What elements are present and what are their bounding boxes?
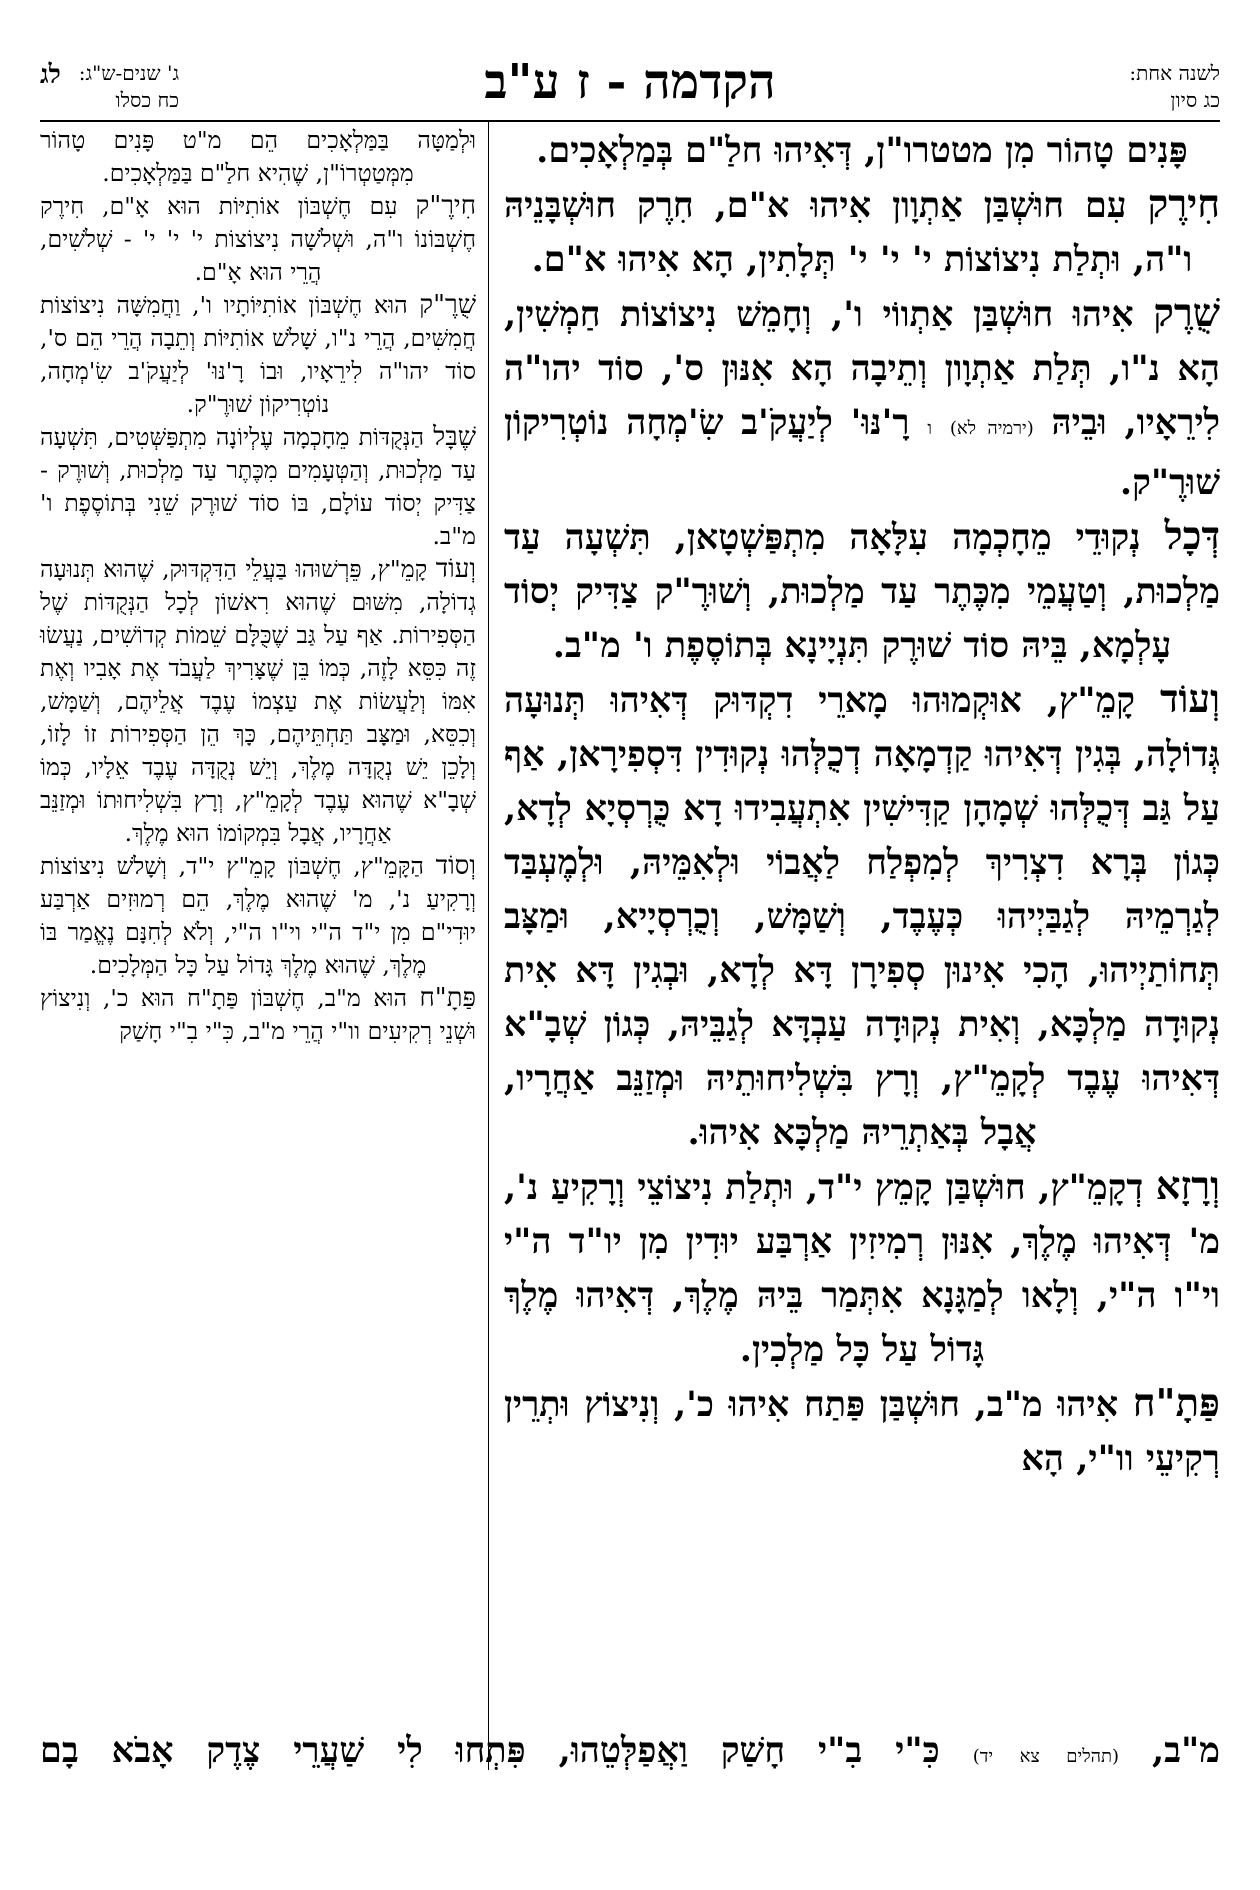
main-paragraph-1: פָּנִים טָהוֹר מִן מטטרו"ן, דְּאִיהוּ חלַ"ם בְּמַלְאָכִים.	[536, 130, 1188, 171]
main-column	[504, 124, 1220, 1486]
main-paragraph-5-lead: וְעוֹד	[1159, 677, 1220, 722]
commentary-paragraph-6-text: הַקָּמֵ"ץ, חֶשְׁבּוֹן קָמֵ"ץ י"ד, וְשָׁלֹשׁ נִיצוֹצוֹת וְרָקִיעַ נ', מ' שֶׁהוּא מֶלֶךְ, הֵם רְמוּזִים אַרְבַּע יוּדִי"ם מִן י"ד ה"י וי"ו ה"י, וְלֹא לְחִנָּם נֶאֱמַר בּוֹ מֶלֶךְ, שֶׁהוּא מֶלֶךְ גָּדוֹל עַל כָּל הַמְּלָכִים.	[40, 852, 476, 979]
commentary-paragraph-4-text: הַנְּקֻדּוֹת מֵחָכְמָה עֶלְיוֹנָה מִתְפַּשְּׁטִים, תִּשְׁעָה עַד מַלְכוּת, וְהַטְּעָמִים מִכֶּתֶר עַד מַלְכוּת, וְשׁוּרֶק - צַדִּיק יְסוֹד עוֹלָם, בּוֹ סוֹד שׁוּרֶק שֵׁנִי בְּתוֹסֶפֶת ו' מ"ב.	[40, 423, 476, 550]
header-left-line2: כח כסלו	[115, 88, 180, 112]
commentary-paragraph-3	[40, 289, 476, 421]
commentary-paragraph-2-text: עִם חֶשְׁבּוֹן אוֹתִיּוֹת הוּא אָ"ם, חִירֶק חֶשְׁבּוֹנוֹ ו"ה, וּשְׁלֹשָׁה נִיצוֹצוֹת י' י' י' - שְׁלֹשִׁים, הֲרֵי הוּא אָ"ם.	[40, 192, 476, 286]
page-title: הקדמה - ז ע"ב	[484, 54, 776, 110]
column-divider	[488, 120, 489, 1770]
main-paragraph-7	[504, 1377, 1220, 1486]
commentary-paragraph-6-lead: וְסוֹד	[435, 851, 476, 881]
main-paragraph-3-text: אִיהוּ חוּשְׁבַּן אַתְווֹי ו', וְחָמֵשׁ נִיצוֹצוֹת חַמְשִׁין, הָא נ"ו, תְּלַת אַתְוָון וְתֵיבָה הָא אִנּוּן ס', סוֹד יהו"ה לִירֵאָיו, וּבֵיהּ	[504, 294, 1221, 443]
commentary-paragraph-2-lead: חִירֶ"ק	[415, 191, 476, 221]
commentary-paragraph-7	[40, 982, 476, 1048]
commentary-paragraph-7-lead: פַּתָ"ח	[419, 983, 476, 1013]
full-width-bottom-line	[40, 1724, 1220, 1784]
commentary-paragraph-1: וּלְמַטָּה בַּמַּלְאָכִים הֵם מ"ט פָּנִים טָהוֹר מִמְּטַטְרוֹ"ן, שֶׁהִיא חלַ"ם בַּמַּלְאָכִים.	[40, 126, 476, 187]
bottom-line-citation: (תהלים צא יד)	[972, 1746, 1120, 1767]
main-paragraph-4-text: נְקוּדֵי מֵחָכְמָה עִלָּאָה מִתְפַּשְׁטָאן, תִּשְׁעָה עַד מַלְכוּת, וְטַעֲמֵי מִכֶּתֶר עַד מַלְכוּת, וְשׁוּרֶ"ק צַדִּיק יְסוֹד עָלְמָא, בֵּיהּ סוֹד שׁוּרֶק תִּנְיָינָא בְּתוֹסֶפֶת ו' מ"ב.	[504, 517, 1220, 666]
commentary-paragraph-6	[40, 850, 476, 982]
commentary-paragraph-3-lead: שֻׁרֶ"ק	[419, 290, 476, 320]
page-header	[40, 54, 1220, 124]
main-paragraph-3-lead: שֻׁרֶק	[1153, 291, 1220, 336]
header-right-line1: לשנה אחת:	[1129, 61, 1220, 85]
main-paragraph-4	[504, 510, 1220, 673]
main-paragraph-2	[504, 178, 1220, 287]
commentary-paragraph-3-text: הוּא חֶשְׁבּוֹן אוֹתִיּוֹתָיו ו', וַחֲמִשָּׁה נִיצוֹצוֹת חֲמִשִּׁים, הֲרֵי נ"ו, שָׁלֹשׁ אוֹתִיּוֹת וְתֵבָה הֲרֵי הֵם ס', סוֹד יהו"ה לִירֵאָיו, וּבוֹ רָ'נּוּ' לְיַעֲקֹ'ב שִׂ'מְחָה, נוֹטְרִיקוֹן שׁוּרֶ"ק.	[40, 291, 476, 418]
commentary-paragraph-7-text: הוּא מ"ב, חֶשְׁבּוֹן פַּתָ"ח הוּא כ', וְנִיצוֹץ וּשְׁנֵי רְקִיעִים וו"י הֲרֵי מ"ב, כִּ"י בִ"י חָשַׁק	[40, 984, 476, 1045]
header-left-dates	[79, 60, 179, 114]
header-left-line1: ג' שנים-ש"ג:	[78, 61, 180, 85]
main-paragraph-6-lead: וְרָזָא	[1155, 1164, 1220, 1209]
commentary-paragraph-5	[40, 553, 476, 850]
main-paragraph-5	[504, 673, 1220, 1160]
page-number: לג	[40, 60, 61, 90]
header-left-block	[40, 60, 179, 114]
commentary-column	[40, 124, 476, 1048]
main-paragraph-3-note-mark: ו	[927, 418, 932, 439]
commentary-paragraph-4-lead: שֶׁבָּל	[433, 422, 476, 452]
main-paragraph-5-text: קָמֵ"ץ, אוּקְמוּהוּ מָארֵי דִקְדּוּק דְּאִיהוּ תְּנוּעָה גְּדוֹלָה, בְּגִין דְּאִיהוּ קַדְמָאָה דְכֻלְּהוּ נְקוּדִין דִּסְפִירָאן, אַף עַל גַּב דְּכֻלְּהוּ שְׁמָהָן קַדִּישִׁין אִתְעֲבִידוּ דָא כֻּרְסְיָא לְדָא, כְּגוֹן בְּרָא דִצְרִיךְ לְמִפְלַח לַאֲבוֹי וּלְאִמֵּיהּ, וּלְמֶעְבַּד לְגַרְמֵיהּ לְגַבַּיְיהוּ כְּעֶבֶד, וְשַׁמָּשׁ, וְכֻרְסְיָיא, וּמַצָּב תְּחוֹתַיְיהוּ, הָכִי אִינוּן סְפִירָן דָּא לְדָא, וּבְגִין דָּא אִית נְקוּדָה מַלְכָּא, וְאִית נְקוּדָה עַבְדָּא לְגַבֵּיהּ, כְּגוֹן שְׁבָ"א דְּאִיהוּ עֶבֶד לְקָמֵ"ץ, וְרָץ בִּשְׁלִיחוּתֵיהּ וּמְזַנֵּב אַחֲרָיו, אֲבָל בְּאַתְרֵיהּ מַלְכָּא אִיהוּ.	[504, 680, 1220, 1153]
main-paragraph-3-citation: (ירמיה לא)	[949, 418, 1034, 439]
main-paragraph-3	[504, 287, 1220, 510]
commentary-paragraph-5-lead: וְעוֹד	[435, 554, 476, 584]
commentary-paragraph-4	[40, 421, 476, 553]
main-paragraph-4-lead: דְּכָל	[1164, 514, 1220, 559]
main-paragraph-2-lead: חִירֶק	[1147, 182, 1220, 227]
bottom-line-start: מ"ב,	[1151, 1730, 1221, 1771]
commentary-paragraph-5-text: קָמֵ"ץ, פֵּרְשׁוּהוּ בַּעֲלֵי הַדִּקְדּוּק, שֶׁהוּא תְּנוּעָה גְדוֹלָה, מִשּׁוּם שֶׁהוּא רִאשׁוֹן לְכָל הַנְּקֻדּוֹת שֶׁל הַסְּפִירוֹת. אַף עַל גַּב שֶׁכֻּלָּם שֵׁמוֹת קְדוֹשִׁים, נַעֲשׂוּ זֶה כִּסֵּא לָזֶה, כְּמוֹ בֵּן שֶׁצָּרִיךְ לַעֲבֹד אֶת אָבִיו וְאֶת אִמּוֹ וְלַעֲשׂוֹת אֶת עַצְמוֹ עֶבֶד אֲלֵיהֶם, וְשַׁמָּשׁ, וְכִסֵּא, וּמַצָּב תַּחְתֵּיהֶם, כָּךְ הֵן הַסְּפִירוֹת זוֹ לָזוֹ, וְלָכֵן יֵשׁ נְקֻדָּה מֶלֶךְ, וְיֵשׁ נְקֻדָּה עֶבֶד אֵלָיו, כְּמוֹ שְׁבָ"א שֶׁהוּא עֶבֶד לְקָמֵ"ץ, וְרָץ בִּשְׁלִיחוּתוֹ וּמְזַנֵּב אַחֲרָיו, אֲבָל בִּמְקוֹמוֹ הוּא מֶלֶךְ.	[40, 555, 476, 847]
main-paragraph-3-end: רָ'נּוּ' לְיַעֲקֹ'ב שִׂ'מְחָה נוֹטְרִיקוֹן שׁוּרֶ"ק.	[504, 402, 1220, 503]
main-paragraph-7-lead: פַּתָ"ח	[1132, 1381, 1220, 1426]
main-paragraph-6-text: דְקָמֵ"ץ, חוּשְׁבַּן קָמֵץ י"ד, וּתְלַת נִיצוֹצֵי וְרָקִיעַ נ', מ' דְּאִיהוּ מֶלֶךְ, אִנּוּן רְמִיזִין אַרְבַּע יוּדִין מִן יו"ד ה"י וי"ו ה"י, וְלָאו לְמַגָּנָא אִתְּמַר בֵּיהּ מֶלֶךְ, דְּאִיהוּ מֶלֶךְ גָּדוֹל עַל כָּל מַלְכִין.	[504, 1167, 1220, 1370]
bottom-line-text: כִּ"י בִ"י חָשַׁק וַאֲפַלְּטֵהוּ, פִּתְחוּ לִי שַׁעֲרֵי צֶדֶק אָבֹא בָם	[40, 1730, 940, 1771]
main-paragraph-2-text: עִם חוּשְׁבַּן אַתְוָון אִיהוּ א"ם, חִרֶק חוּשְׁבָּנֵיהּ ו"ה, וּתְלַת נִיצוֹצוֹת י' י' י' תְּלָתִין, הָא אִיהוּ א"ם.	[504, 185, 1193, 280]
header-right-line2: כג סיון	[1170, 88, 1220, 112]
main-paragraph-6	[504, 1160, 1220, 1377]
commentary-paragraph-2	[40, 190, 476, 289]
header-rule	[40, 120, 1220, 122]
main-paragraph-7-text: אִיהוּ מ"ב, חוּשְׁבַּן פַּתַח אִיהוּ כ', וְנִיצוֹץ וּתְרֵין רְקִיעֵי וו"י, הָא	[504, 1384, 1220, 1479]
